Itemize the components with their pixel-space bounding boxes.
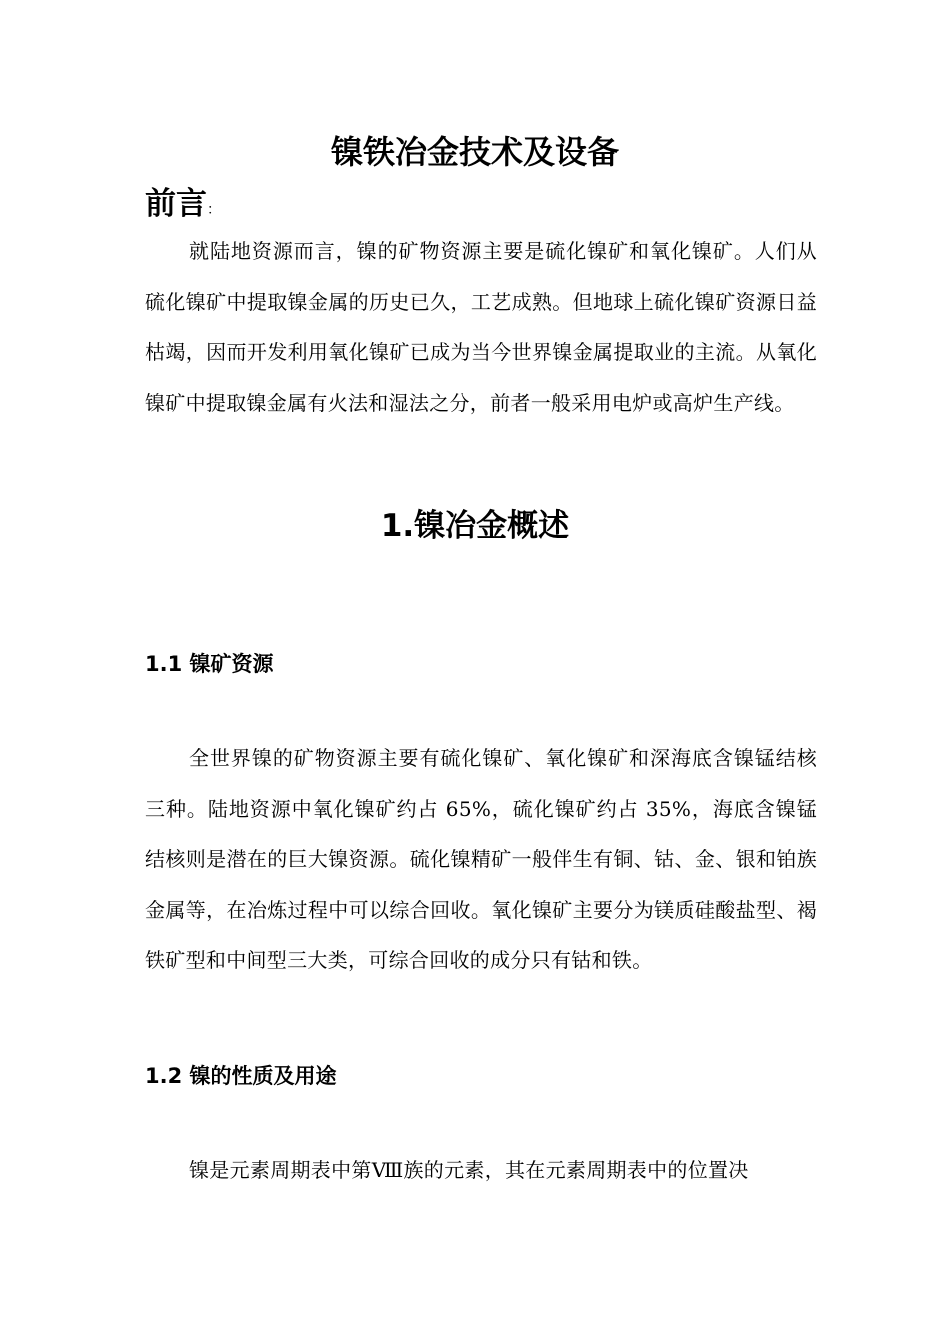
document-title: 镍铁冶金技术及设备 (330, 133, 619, 171)
preface-paragraph: 就陆地资源而言，镍的矿物资源主要是硫化镍矿和氧化镍矿。人们从硫化镍矿中提取镍金属的历史已久，工艺成熟。但地球上硫化镍矿资源日益枯竭，因而开发利用氧化镍矿已成为当今世界镍金属提取业的主流。从氧化镍矿中提取镍金属有火法和湿法之分，前者一般采用电炉或高炉生产线。 (145, 239, 817, 415)
subsection-1-1-heading: 1.1 镍矿资源 (145, 652, 274, 676)
preface-heading-text: 前言 (145, 186, 207, 222)
preface-heading (145, 182, 221, 232)
section-1-title: 1.镍冶金概述 (380, 508, 570, 544)
preface-heading-colon: ： (207, 202, 221, 218)
subsection-1-1-paragraph: 全世界镍的矿物资源主要有硫化镍矿、氧化镍矿和深海底含镍锰结核三种。陆地资源中氧化镍矿约占 65%，硫化镍矿约占 35%，海底含镍锰结核则是潜在的巨大镍资源。硫化镍精矿一般伴生有铜、钴、金、银和铂族金属等，在冶炼过程中可以综合回收。氧化镍矿主要分为镁质硅酸盐型、褐铁矿型和中间型三大类，可综合回收的成分只有钴和铁。 (145, 746, 817, 972)
subsection-1-2-heading: 1.2 镍的性质及用途 (145, 1064, 337, 1088)
subsection-1-2-paragraph: 镍是元素周期表中第Ⅷ族的元素，其在元素周期表中的位置决 (189, 1158, 749, 1182)
